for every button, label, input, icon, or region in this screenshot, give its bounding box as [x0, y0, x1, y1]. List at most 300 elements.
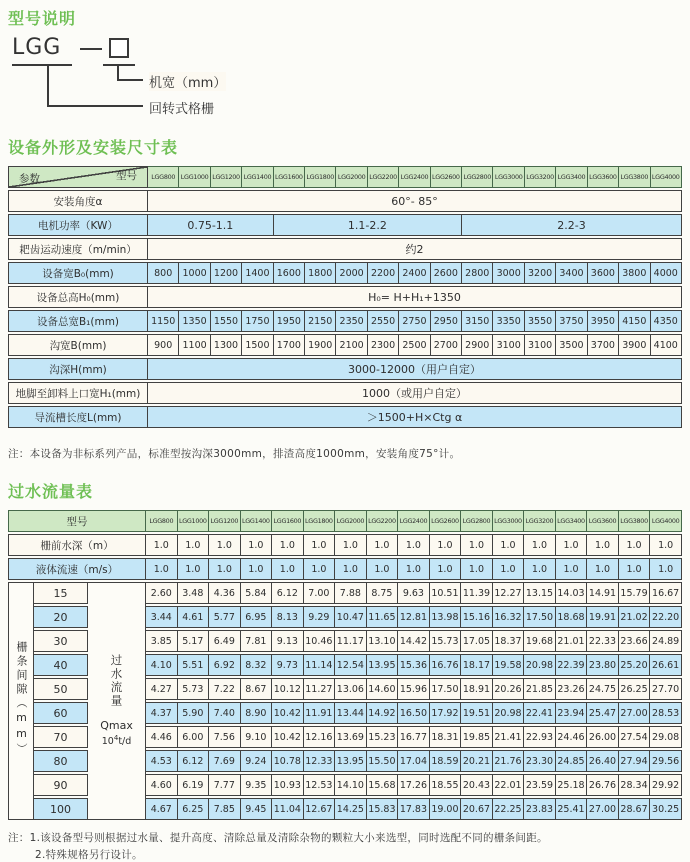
- velocity-value-cell: 1.0: [493, 558, 525, 580]
- param-value-cell: 2100: [336, 334, 367, 356]
- flow-value-cell: 16.67: [650, 582, 682, 604]
- model-header-cell: LGG3400: [556, 166, 587, 188]
- flow-value-cell: 20.67: [461, 798, 493, 820]
- flow-value-cell: 13.15: [524, 582, 556, 604]
- param-label-cell: 耙齿运动速度（m/min）: [8, 238, 148, 260]
- flow-value-cell: 14.92: [367, 702, 399, 724]
- velocity-value-cell: 1.0: [335, 558, 367, 580]
- flow-value-cell: 12.54: [335, 654, 367, 676]
- model-header-cell: LGG4000: [650, 510, 682, 532]
- model-code-diagram: [8, 35, 682, 121]
- flow-value-cell: 16.50: [398, 702, 430, 724]
- flow-qmax-vertical-label: 过水流量: [109, 654, 124, 709]
- flow-value-cell: 23.30: [524, 750, 556, 772]
- model-header-cell: LGG3800: [619, 510, 651, 532]
- param-value-cell: 3100: [525, 334, 556, 356]
- depth-value-cell: 1.0: [524, 534, 556, 556]
- flow-value-cell: 26.00: [587, 726, 619, 748]
- param-value-cell: 2950: [431, 310, 462, 332]
- flow-value-cell: 10.93: [272, 774, 304, 796]
- param-label-cell: 安装角度α: [8, 190, 148, 212]
- bar-spacing-value-cell: 40: [34, 654, 88, 676]
- flow-value-cell: 6.92: [209, 654, 241, 676]
- flow-value-cell: 21.76: [493, 750, 525, 772]
- param-value-cell: 3550: [525, 310, 556, 332]
- param-value-cell: 4100: [651, 334, 683, 356]
- depth-value-cell: 1.0: [367, 534, 399, 556]
- flow-value-cell: 19.58: [493, 654, 525, 676]
- flow-value-cell: 7.56: [209, 726, 241, 748]
- flow-value-cell: 4.53: [146, 750, 178, 772]
- flow-value-cell: 18.17: [461, 654, 493, 676]
- param-value-cell: 2800: [462, 262, 493, 284]
- flow-value-cell: 3.48: [178, 582, 210, 604]
- flow-value-cell: 25.47: [587, 702, 619, 724]
- param-value-cell: 2750: [399, 310, 430, 332]
- param-value-cell: 3800: [619, 262, 650, 284]
- flow-value-cell: 21.02: [619, 606, 651, 628]
- flow-value-cell: 6.00: [178, 726, 210, 748]
- flow-value-cell: 17.04: [398, 750, 430, 772]
- prefix-underline: [12, 64, 72, 66]
- param-range-value-cell: 0.75-1.1: [148, 214, 274, 236]
- param-span-value-cell: H₀= H+H₁+1350: [148, 286, 682, 308]
- param-value-cell: 1950: [274, 310, 305, 332]
- param-span-value-cell: 3000-12000（用户自定）: [148, 358, 682, 380]
- velocity-value-cell: 1.0: [587, 558, 619, 580]
- box-underline: [103, 64, 135, 66]
- param-value-cell: 4350: [651, 310, 683, 332]
- param-value-cell: 2550: [368, 310, 399, 332]
- flow-value-cell: 23.80: [587, 654, 619, 676]
- param-value-cell: 1100: [179, 334, 210, 356]
- param-value-cell: 3600: [588, 262, 619, 284]
- flow-value-cell: 9.73: [272, 654, 304, 676]
- flow-value-cell: 8.75: [367, 582, 399, 604]
- bar-spacing-value-cell: 80: [34, 750, 88, 772]
- flow-value-cell: 23.94: [556, 702, 588, 724]
- flow-value-cell: 22.33: [587, 630, 619, 652]
- depth-value-cell: 1.0: [178, 534, 210, 556]
- flow-value-cell: 7.77: [209, 774, 241, 796]
- param-value-cell: 1750: [242, 310, 273, 332]
- param-value-cell: 3750: [556, 310, 587, 332]
- flow-value-cell: 22.20: [650, 606, 682, 628]
- qmax-unit-label: $10^4t/d$: [101, 734, 132, 748]
- depth-value-cell: 1.0: [587, 534, 619, 556]
- flow-value-cell: 14.42: [398, 630, 430, 652]
- model-header-cell: LGG3800: [619, 166, 650, 188]
- flow-value-cell: 7.22: [209, 678, 241, 700]
- model-header-cell: LGG2000: [336, 166, 367, 188]
- model-header-cell: LGG1800: [304, 510, 336, 532]
- flow-value-cell: 27.70: [650, 678, 682, 700]
- flow-value-cell: 24.89: [650, 630, 682, 652]
- flow-value-cell: 11.65: [367, 606, 399, 628]
- model-header-cell: LGG2400: [398, 510, 430, 532]
- connector-vertical-2: [47, 66, 49, 105]
- flow-value-cell: 21.85: [524, 678, 556, 700]
- param-value-cell: 2600: [431, 262, 462, 284]
- flow-value-cell: 26.25: [619, 678, 651, 700]
- rotary-grille-label: 回转式格栅: [149, 102, 215, 117]
- flow-value-cell: 26.40: [587, 750, 619, 772]
- model-header-cell: LGG3200: [524, 510, 556, 532]
- dim-table-title: 设备外形及安装尺寸表: [8, 138, 179, 157]
- flow-value-cell: 22.25: [493, 798, 525, 820]
- flow-value-cell: 13.69: [335, 726, 367, 748]
- flow-value-cell: 15.96: [398, 678, 430, 700]
- velocity-value-cell: 1.0: [209, 558, 241, 580]
- param-value-cell: 1600: [274, 262, 305, 284]
- flow-value-cell: 13.10: [367, 630, 399, 652]
- flow-value-cell: 3.85: [146, 630, 178, 652]
- flow-value-cell: 12.33: [304, 750, 336, 772]
- flow-value-cell: 20.98: [524, 654, 556, 676]
- qmax-symbol-label: Qmax: [100, 719, 133, 733]
- model-header-cell: LGG3600: [588, 166, 619, 188]
- param-span-value-cell: 1000（或用户自定）: [148, 382, 682, 404]
- flow-value-cell: 7.88: [335, 582, 367, 604]
- flow-value-cell: 6.12: [272, 582, 304, 604]
- param-value-cell: 3950: [588, 310, 619, 332]
- param-value-cell: 1350: [179, 310, 210, 332]
- flow-value-cell: 10.78: [272, 750, 304, 772]
- flow-value-cell: 13.44: [335, 702, 367, 724]
- param-model-corner-cell: [8, 166, 148, 188]
- param-value-cell: 4150: [619, 310, 650, 332]
- flow-value-cell: 11.17: [335, 630, 367, 652]
- flow-value-cell: 12.67: [304, 798, 336, 820]
- flow-value-cell: 20.43: [461, 774, 493, 796]
- model-header-cell: LGG1000: [179, 166, 210, 188]
- flow-table: [8, 508, 682, 822]
- model-header-cell: LGG1400: [242, 166, 273, 188]
- corner-param-label: 参数: [19, 173, 40, 185]
- velocity-value-cell: 1.0: [430, 558, 462, 580]
- bar-spacing-value-cell: 60: [34, 702, 88, 724]
- flow-value-cell: 13.95: [367, 654, 399, 676]
- model-header-cell: LGG2000: [335, 510, 367, 532]
- velocity-value-cell: 1.0: [178, 558, 210, 580]
- param-value-cell: 2400: [399, 262, 430, 284]
- depth-value-cell: 1.0: [304, 534, 336, 556]
- depth-value-cell: 1.0: [209, 534, 241, 556]
- flow-value-cell: 22.01: [493, 774, 525, 796]
- flow-value-cell: 11.91: [304, 702, 336, 724]
- flow-value-cell: 15.79: [619, 582, 651, 604]
- flow-value-cell: 6.25: [178, 798, 210, 820]
- model-header-cell: LGG1000: [178, 510, 210, 532]
- bar-spacing-value-cell: 30: [34, 630, 88, 652]
- param-value-cell: 1300: [211, 334, 242, 356]
- model-header-cell: LGG2600: [430, 510, 462, 532]
- param-value-cell: 800: [148, 262, 179, 284]
- flow-value-cell: 4.10: [146, 654, 178, 676]
- flow-value-cell: 22.39: [556, 654, 588, 676]
- flow-value-cell: 20.98: [493, 702, 525, 724]
- velocity-row-label: 液体流速（m/s）: [8, 558, 146, 580]
- model-section-title: 型号说明: [8, 9, 77, 28]
- param-value-cell: 2500: [399, 334, 430, 356]
- model-header-cell: LGG3600: [587, 510, 619, 532]
- flow-value-cell: 27.94: [619, 750, 651, 772]
- depth-value-cell: 1.0: [461, 534, 493, 556]
- flow-value-cell: 5.90: [178, 702, 210, 724]
- depth-value-cell: 1.0: [272, 534, 304, 556]
- flow-value-cell: 4.67: [146, 798, 178, 820]
- flow-value-cell: 9.13: [272, 630, 304, 652]
- param-value-cell: 3400: [556, 262, 587, 284]
- velocity-value-cell: 1.0: [241, 558, 273, 580]
- depth-value-cell: 1.0: [619, 534, 651, 556]
- velocity-value-cell: 1.0: [524, 558, 556, 580]
- flow-value-cell: 24.85: [556, 750, 588, 772]
- flow-value-cell: 10.42: [272, 726, 304, 748]
- param-value-cell: 1400: [242, 262, 273, 284]
- flow-value-cell: 19.00: [430, 798, 462, 820]
- bar-spacing-axis-label: 栅条间隙（mm）: [15, 641, 28, 757]
- param-value-cell: 2200: [368, 262, 399, 284]
- bar-spacing-value-cell: 15: [34, 582, 88, 604]
- flow-value-cell: 9.63: [398, 582, 430, 604]
- param-value-cell: 2900: [462, 334, 493, 356]
- velocity-value-cell: 1.0: [146, 558, 178, 580]
- flow-value-cell: 26.61: [650, 654, 682, 676]
- flow-value-cell: 17.50: [430, 678, 462, 700]
- flow-value-cell: 9.29: [304, 606, 336, 628]
- param-label-cell: 设备总高H₀(mm): [8, 286, 148, 308]
- flow-value-cell: 8.32: [241, 654, 273, 676]
- param-value-cell: 1700: [274, 334, 305, 356]
- param-value-cell: 3700: [588, 334, 619, 356]
- model-header-cell: LGG3200: [525, 166, 556, 188]
- bar-spacing-value-cell: 70: [34, 726, 88, 748]
- flow-value-cell: 14.10: [335, 774, 367, 796]
- model-header-cell: LGG2800: [461, 510, 493, 532]
- flow-value-cell: 21.41: [493, 726, 525, 748]
- flow-value-cell: 23.83: [524, 798, 556, 820]
- bar-spacing-value-cell: 20: [34, 606, 88, 628]
- flow-value-cell: 25.18: [556, 774, 588, 796]
- flow-value-cell: 24.46: [556, 726, 588, 748]
- model-header-cell: LGG1600: [274, 166, 305, 188]
- flow-value-cell: 12.16: [304, 726, 336, 748]
- param-label-cell: 设备宽B₀(mm): [8, 262, 148, 284]
- connector-vertical-1: [117, 66, 119, 79]
- flow-value-cell: 7.69: [209, 750, 241, 772]
- flow-value-cell: 7.00: [304, 582, 336, 604]
- model-prefix-text: LGG: [12, 35, 62, 60]
- flow-value-cell: 18.59: [430, 750, 462, 772]
- param-value-cell: 2300: [368, 334, 399, 356]
- model-header-cell: LGG1200: [211, 166, 242, 188]
- param-value-cell: 2350: [336, 310, 367, 332]
- model-header-cell: LGG3000: [493, 510, 525, 532]
- flow-value-cell: 26.76: [587, 774, 619, 796]
- flow-value-cell: 6.19: [178, 774, 210, 796]
- flow-value-cell: 17.50: [524, 606, 556, 628]
- model-header-cell: LGG4000: [651, 166, 683, 188]
- param-value-cell: 3350: [493, 310, 524, 332]
- flow-value-cell: 9.45: [241, 798, 273, 820]
- flow-value-cell: 17.05: [461, 630, 493, 652]
- depth-value-cell: 1.0: [430, 534, 462, 556]
- flow-value-cell: 29.56: [650, 750, 682, 772]
- flow-value-cell: 27.00: [587, 798, 619, 820]
- param-value-cell: 4000: [651, 262, 683, 284]
- param-label-cell: 地脚至卸料上口宽H₁(mm): [8, 382, 148, 404]
- flow-value-cell: 23.59: [524, 774, 556, 796]
- param-value-cell: 2150: [305, 310, 336, 332]
- flow-value-cell: 18.55: [430, 774, 462, 796]
- flow-value-cell: 29.92: [650, 774, 682, 796]
- connector-horizontal-2: [47, 105, 143, 107]
- flow-value-cell: 5.84: [241, 582, 273, 604]
- flow-value-cell: 18.68: [556, 606, 588, 628]
- flow-value-cell: 28.34: [619, 774, 651, 796]
- param-value-cell: 1550: [211, 310, 242, 332]
- flow-value-cell: 5.51: [178, 654, 210, 676]
- model-header-cell: LGG2600: [431, 166, 462, 188]
- flow-value-cell: 24.75: [587, 678, 619, 700]
- param-value-cell: 1500: [242, 334, 273, 356]
- flow-value-cell: 21.01: [556, 630, 588, 652]
- model-header-cell: LGG1200: [209, 510, 241, 532]
- flow-value-cell: 8.67: [241, 678, 273, 700]
- flow-value-cell: 10.42: [272, 702, 304, 724]
- flow-value-cell: 20.26: [493, 678, 525, 700]
- flow-value-cell: 9.35: [241, 774, 273, 796]
- flow-value-cell: 15.36: [398, 654, 430, 676]
- flow-note-1: 注：1.该设备型号则根据过水量、提升高度、清除总量及清除杂物的颗粒大小来选型，同时选配不同的栅条间距。: [8, 832, 548, 844]
- model-header-cell: LGG2200: [368, 166, 399, 188]
- flow-value-cell: 4.46: [146, 726, 178, 748]
- flow-value-cell: 18.37: [493, 630, 525, 652]
- flow-value-cell: 22.41: [524, 702, 556, 724]
- bar-spacing-value-cell: 50: [34, 678, 88, 700]
- param-value-cell: 1900: [305, 334, 336, 356]
- dash-line: [80, 48, 102, 50]
- velocity-value-cell: 1.0: [272, 558, 304, 580]
- flow-value-cell: 12.53: [304, 774, 336, 796]
- flow-value-cell: 17.83: [398, 798, 430, 820]
- velocity-value-cell: 1.0: [398, 558, 430, 580]
- flow-value-cell: 7.85: [209, 798, 241, 820]
- flow-value-cell: 15.83: [367, 798, 399, 820]
- param-span-value-cell: 约2: [148, 238, 682, 260]
- flow-value-cell: 10.12: [272, 678, 304, 700]
- param-value-cell: 3900: [619, 334, 650, 356]
- flow-value-cell: 2.60: [146, 582, 178, 604]
- flow-value-cell: 7.40: [209, 702, 241, 724]
- flow-value-cell: 6.49: [209, 630, 241, 652]
- param-value-cell: 1800: [305, 262, 336, 284]
- flow-value-cell: 19.51: [461, 702, 493, 724]
- corner-model-label: 型号: [116, 170, 137, 182]
- depth-value-cell: 1.0: [241, 534, 273, 556]
- flow-value-cell: 9.10: [241, 726, 273, 748]
- param-range-value-cell: 2.2-3: [462, 214, 682, 236]
- flow-value-cell: 3.44: [146, 606, 178, 628]
- flow-value-cell: 15.50: [367, 750, 399, 772]
- dim-table-note: 注：本设备为非标系列产品，标准型按沟深3000mm，排渣高度1000mm，安装角度75°计。: [8, 448, 461, 460]
- model-header-cell: LGG3400: [556, 510, 588, 532]
- flow-value-cell: 4.60: [146, 774, 178, 796]
- flow-value-cell: 19.91: [587, 606, 619, 628]
- depth-value-cell: 1.0: [146, 534, 178, 556]
- velocity-value-cell: 1.0: [556, 558, 588, 580]
- flow-value-cell: 15.16: [461, 606, 493, 628]
- param-value-cell: 1150: [148, 310, 179, 332]
- param-span-value-cell: ＞1500+H×Ctg α: [148, 406, 682, 428]
- param-value-cell: 2000: [336, 262, 367, 284]
- param-value-cell: 3100: [493, 334, 524, 356]
- flow-value-cell: 23.26: [556, 678, 588, 700]
- model-header-cell: LGG2200: [367, 510, 399, 532]
- velocity-value-cell: 1.0: [367, 558, 399, 580]
- param-value-cell: 3150: [462, 310, 493, 332]
- bar-spacing-value-cell: 90: [34, 774, 88, 796]
- bar-spacing-axis-cell: [8, 582, 34, 820]
- model-header-cell: LGG1400: [241, 510, 273, 532]
- flow-value-cell: 17.26: [398, 774, 430, 796]
- flow-value-cell: 27.54: [619, 726, 651, 748]
- depth-value-cell: 1.0: [398, 534, 430, 556]
- dimensions-table: [8, 164, 682, 430]
- model-header-cell: LGG800: [148, 166, 179, 188]
- param-value-cell: 3500: [556, 334, 587, 356]
- flow-value-cell: 4.61: [178, 606, 210, 628]
- flow-value-cell: 25.41: [556, 798, 588, 820]
- flow-value-cell: 29.08: [650, 726, 682, 748]
- depth-value-cell: 1.0: [493, 534, 525, 556]
- machine-width-label: 机宽（mm）: [149, 72, 226, 91]
- model-header-cell: LGG800: [146, 510, 178, 532]
- model-header-cell: LGG2400: [399, 166, 430, 188]
- flow-value-cell: 18.31: [430, 726, 462, 748]
- model-header-cell: LGG3000: [493, 166, 524, 188]
- flow-value-cell: 28.67: [619, 798, 651, 820]
- model-header-cell: LGG1800: [305, 166, 336, 188]
- flow-value-cell: 16.77: [398, 726, 430, 748]
- flow-value-cell: 14.25: [335, 798, 367, 820]
- flow-value-cell: 12.81: [398, 606, 430, 628]
- param-value-cell: 1000: [179, 262, 210, 284]
- param-label-cell: 导流槽长度L(mm): [8, 406, 148, 428]
- flow-value-cell: 18.91: [461, 678, 493, 700]
- param-value-cell: 1200: [211, 262, 242, 284]
- model-header-cell: LGG1600: [272, 510, 304, 532]
- param-label-cell: 设备总宽B₁(mm): [8, 310, 148, 332]
- flow-value-cell: 15.23: [367, 726, 399, 748]
- flow-value-cell: 15.73: [430, 630, 462, 652]
- flow-value-cell: 19.68: [524, 630, 556, 652]
- model-header-cell: LGG2800: [462, 166, 493, 188]
- flow-value-cell: 6.12: [178, 750, 210, 772]
- flow-value-cell: 12.27: [493, 582, 525, 604]
- depth-value-cell: 1.0: [335, 534, 367, 556]
- flow-value-cell: 13.98: [430, 606, 462, 628]
- flow-value-cell: 9.24: [241, 750, 273, 772]
- flow-value-cell: 30.25: [650, 798, 682, 820]
- flow-value-cell: 14.03: [556, 582, 588, 604]
- flow-qmax-cell: [88, 582, 146, 820]
- velocity-value-cell: 1.0: [304, 558, 336, 580]
- flow-value-cell: 23.66: [619, 630, 651, 652]
- flow-value-cell: 4.36: [209, 582, 241, 604]
- depth-value-cell: 1.0: [556, 534, 588, 556]
